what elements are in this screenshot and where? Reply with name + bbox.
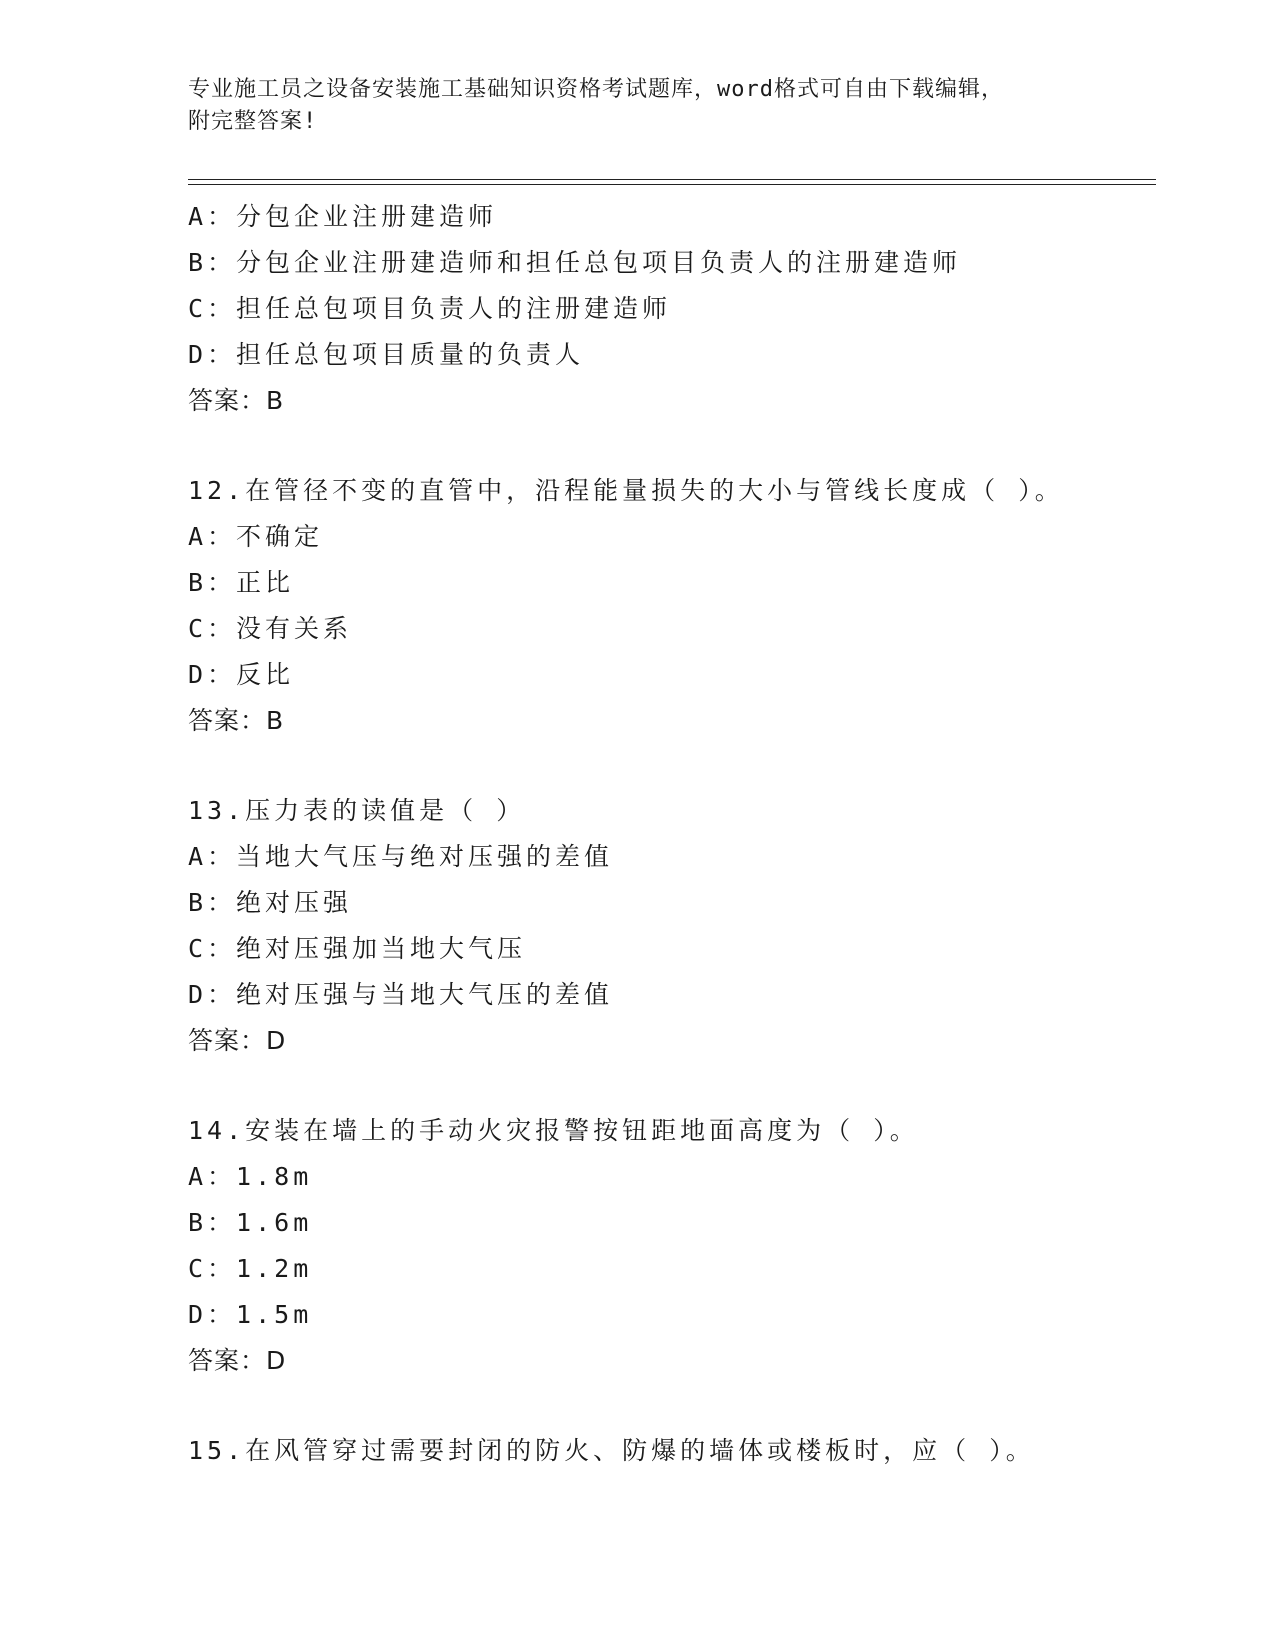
spacer (188, 1384, 1188, 1428)
question-11-option-d: D：担任总包项目质量的负责人 (188, 340, 585, 369)
question-14-text: 14.安装在墙上的手动火灾报警按钮距地面高度为（ ）。 (188, 1116, 919, 1145)
question-13-option-c: C：绝对压强加当地大气压 (188, 934, 527, 963)
question-15-block (188, 1428, 1188, 1474)
question-12-option-d: D：反比 (188, 660, 295, 689)
spacer (188, 1064, 1188, 1108)
spacer (188, 424, 1188, 468)
question-14-option-d: D：1.5m (188, 1300, 313, 1329)
header-divider-top (188, 179, 1156, 180)
question-13-block (188, 788, 1188, 1064)
question-14-option-b: B：1.6m (188, 1208, 313, 1237)
question-11-option-c: C：担任总包项目负责人的注册建造师 (188, 294, 672, 323)
question-12-option-a: A：不确定 (188, 522, 324, 551)
question-13-option-d: D：绝对压强与当地大气压的差值 (188, 980, 614, 1009)
question-11-block (188, 194, 1188, 424)
question-14-option-a: A：1.8m (188, 1162, 313, 1191)
spacer (188, 744, 1188, 788)
question-12-option-b: B：正比 (188, 568, 295, 597)
header-line-2: 附完整答案! (188, 109, 318, 134)
question-13-option-b: B：绝对压强 (188, 888, 353, 917)
question-15-text: 15.在风管穿过需要封闭的防火、防爆的墙体或楼板时，应（ ）。 (188, 1436, 1035, 1465)
question-14-answer: 答案：D (188, 1346, 287, 1375)
question-11-option-a: A：分包企业注册建造师 (188, 202, 498, 231)
question-12-block (188, 468, 1188, 744)
question-11-answer: 答案：B (188, 386, 285, 415)
header-line-1: 专业施工员之设备安装施工基础知识资格考试题库，word格式可自由下载编辑， (188, 77, 1004, 102)
question-12-text: 12.在管径不变的直管中，沿程能量损失的大小与管线长度成（ ）。 (188, 476, 1064, 505)
question-14-option-c: C：1.2m (188, 1254, 313, 1283)
question-12-option-c: C：没有关系 (188, 614, 353, 643)
question-12-answer: 答案：B (188, 706, 285, 735)
question-13-text: 13.压力表的读值是（ ） (188, 796, 526, 825)
question-list (188, 194, 1188, 1474)
question-11-option-b: B：分包企业注册建造师和担任总包项目负责人的注册建造师 (188, 248, 962, 277)
header-divider-bottom (188, 184, 1156, 185)
question-14-block (188, 1108, 1188, 1384)
question-13-answer: 答案：D (188, 1026, 287, 1055)
document-header (188, 74, 1088, 138)
question-13-option-a: A：当地大气压与绝对压强的差值 (188, 842, 614, 871)
